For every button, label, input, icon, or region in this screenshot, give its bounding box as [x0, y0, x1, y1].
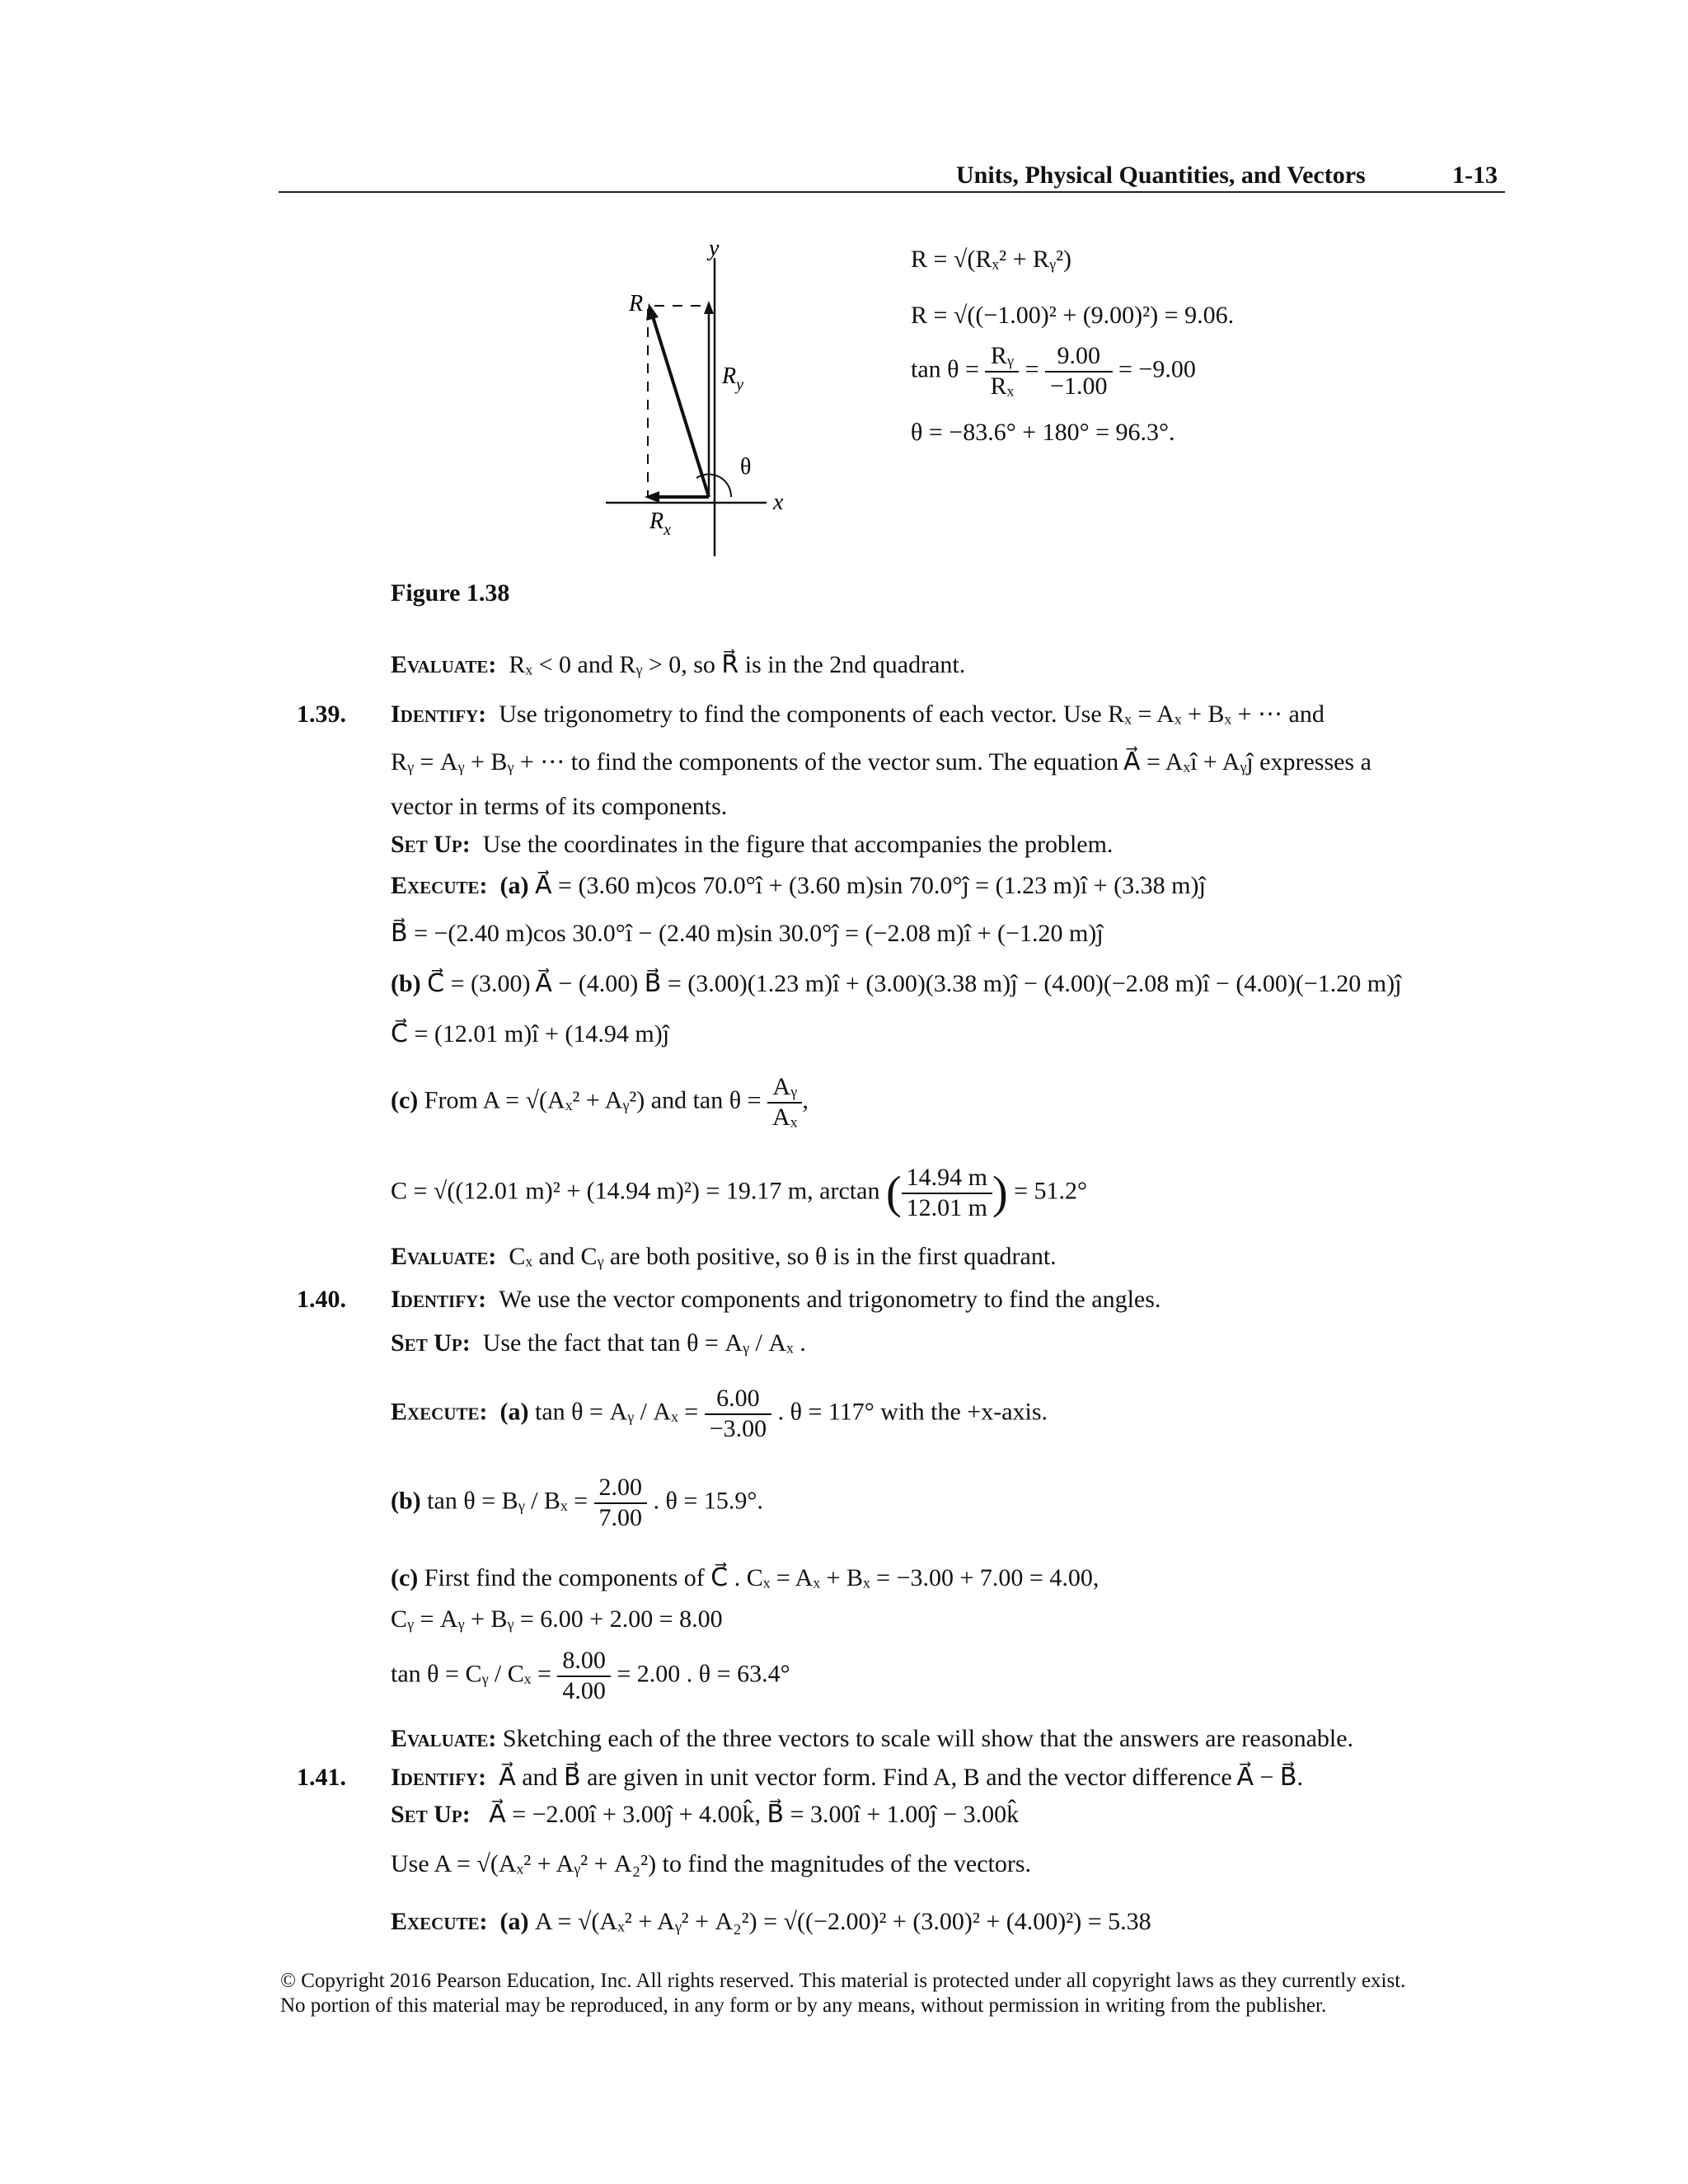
- calc-line-3: tan θ = $\frac{\text{Rᵧ}}{\text{Rₓ}}$ = $\frac{9.00}{-1.00}$ = −9.00: [911, 342, 1196, 400]
- p39-identify-3: vector in terms of its components.: [391, 793, 728, 820]
- p39-identify: Identify: Use trigonometry to find the components of each vector. Use Rₓ = Aₓ + Bₓ + ⋯ and: [391, 701, 1325, 728]
- p41-setup: Set Up: A⃗ = −2.00î + 3.00ĵ + 4.00k̂, B⃗ = 3.00î + 1.00ĵ − 3.00k̂: [391, 1801, 1020, 1828]
- running-header-title: Units, Physical Quantities, and Vectors: [956, 162, 1366, 189]
- x-axis-label: x: [773, 490, 784, 515]
- r-label: R: [629, 291, 644, 316]
- ry-label: R: [722, 363, 737, 389]
- problem-number-139: 1.39.: [297, 701, 346, 728]
- p40-execute-b: (b) tan θ = Bᵧ / Bₓ = $\frac{2.00}{7.00}$ . θ = 15.9°.: [391, 1474, 763, 1531]
- footer-line-2: No portion of this material may be reproduced, in any form or by any means, without permission in writing from the publisher.: [280, 1994, 1327, 2017]
- svg-text:Rx: $R_x$: [649, 509, 671, 539]
- p38-evaluate: Evaluate: Rₓ < 0 and Rᵧ > 0, so R⃗ is in the 2nd quadrant.: [391, 651, 966, 678]
- p39-identify-2: Rᵧ = Aᵧ + Bᵧ + ⋯ to find the components of the vector sum. The equation A⃗ = Aₓî + Aᵧĵ expresses a: [391, 748, 1372, 776]
- y-axis-label: y: [709, 236, 720, 261]
- calc-line-2: R = √((−1.00)² + (9.00)²) = 9.06.: [911, 302, 1235, 329]
- svg-text:Ry: $R_y$: [722, 363, 743, 394]
- p40-execute-a: Execute: (a) tan θ = Aᵧ / Aₓ = $\frac{6.00}{-3.00}$ . θ = 117° with the +x-axis.: [391, 1385, 1048, 1442]
- p39-execute-b: (b) C⃗ = (3.00) A⃗ − (4.00) B⃗ = (3.00)(1.23 m)î + (3.00)(3.38 m)ĵ − (4.00)(−2.08 m)î − (4.00)(−1.20 m)ĵ: [391, 970, 1402, 997]
- p40-execute-c2: Cᵧ = Aᵧ + Bᵧ = 6.00 + 2.00 = 8.00: [391, 1605, 723, 1633]
- theta-label: θ: [740, 454, 752, 480]
- footer-line-1: © Copyright 2016 Pearson Education, Inc. All rights reserved. This material is protected under all copyright laws as they currently exist.: [280, 1970, 1406, 1992]
- p39-execute-c: (c) From A = √(Aₓ² + Aᵧ²) and tan θ = $\frac{\text{Aᵧ}}{\text{Aₓ}}$ ,: [391, 1073, 809, 1131]
- calc-line-4: θ = −83.6° + 180° = 96.3°.: [911, 419, 1175, 446]
- r-vector: [652, 314, 709, 497]
- page-number: 1-13: [1452, 162, 1498, 189]
- p40-identify: Identify: We use the vector components and trigonometry to find the angles.: [391, 1286, 1161, 1313]
- p40-execute-c3: tan θ = Cᵧ / Cₓ = $\frac{8.00}{4.00}$ = 2.00 . θ = 63.4°: [391, 1647, 790, 1704]
- p40-execute-c: (c) First find the components of C⃗ . Cₓ = Aₓ + Bₓ = −3.00 + 7.00 = 4.00,: [391, 1564, 1100, 1591]
- p39-setup: Set Up: Use the coordinates in the figure that accompanies the problem.: [391, 831, 1114, 858]
- header-rule: [279, 191, 1505, 193]
- p41-execute-a: Execute: (a) A = √(Aₓ² + Aᵧ² + A₂²) = √((−2.00)² + (3.00)² + (4.00)²) = 5.38: [391, 1908, 1151, 1935]
- p41-use: Use A = √(Aₓ² + Aᵧ² + A₂²) to find the magnitudes of the vectors.: [391, 1850, 1032, 1877]
- rx-label: R: [649, 509, 664, 534]
- problem-number-141: 1.41.: [297, 1764, 346, 1791]
- p39-execute-b2: C⃗ = (12.01 m)î + (14.94 m)ĵ: [391, 1020, 670, 1047]
- p39-execute-a2: B⃗ = −(2.40 m)cos 30.0°î − (2.40 m)sin 30.0°ĵ = (−2.08 m)î + (−1.20 m)ĵ: [391, 920, 1104, 947]
- p39-execute-c2: C = √((12.01 m)² + (14.94 m)²) = 19.17 m, arctan ( $\frac{14.94 m}{12.01 m}$ ) = 51.2°: [391, 1164, 1088, 1221]
- p40-evaluate: Evaluate: Sketching each of the three vectors to scale will show that the answers are reasonable.: [391, 1725, 1354, 1752]
- p41-identify: Identify: A⃗ and B⃗ are given in unit vector form. Find A, B and the vector difference A⃗ − B⃗.: [391, 1764, 1304, 1791]
- p39-execute-a: Execute: (a) A⃗ = (3.60 m)cos 70.0°î + (3.60 m)sin 70.0°ĵ = (1.23 m)î + (3.38 m)ĵ: [391, 872, 1206, 899]
- vector-diagram: [593, 235, 799, 565]
- p39-evaluate: Evaluate: Cₓ and Cᵧ are both positive, so θ is in the first quadrant.: [391, 1243, 1057, 1270]
- problem-number-140: 1.40.: [297, 1286, 346, 1313]
- figure-caption: Figure 1.38: [391, 579, 510, 607]
- calc-line-1: R = √(Rₓ² + Rᵧ²): [911, 246, 1071, 273]
- p40-setup: Set Up: Use the fact that tan θ = Aᵧ / Aₓ .: [391, 1329, 806, 1357]
